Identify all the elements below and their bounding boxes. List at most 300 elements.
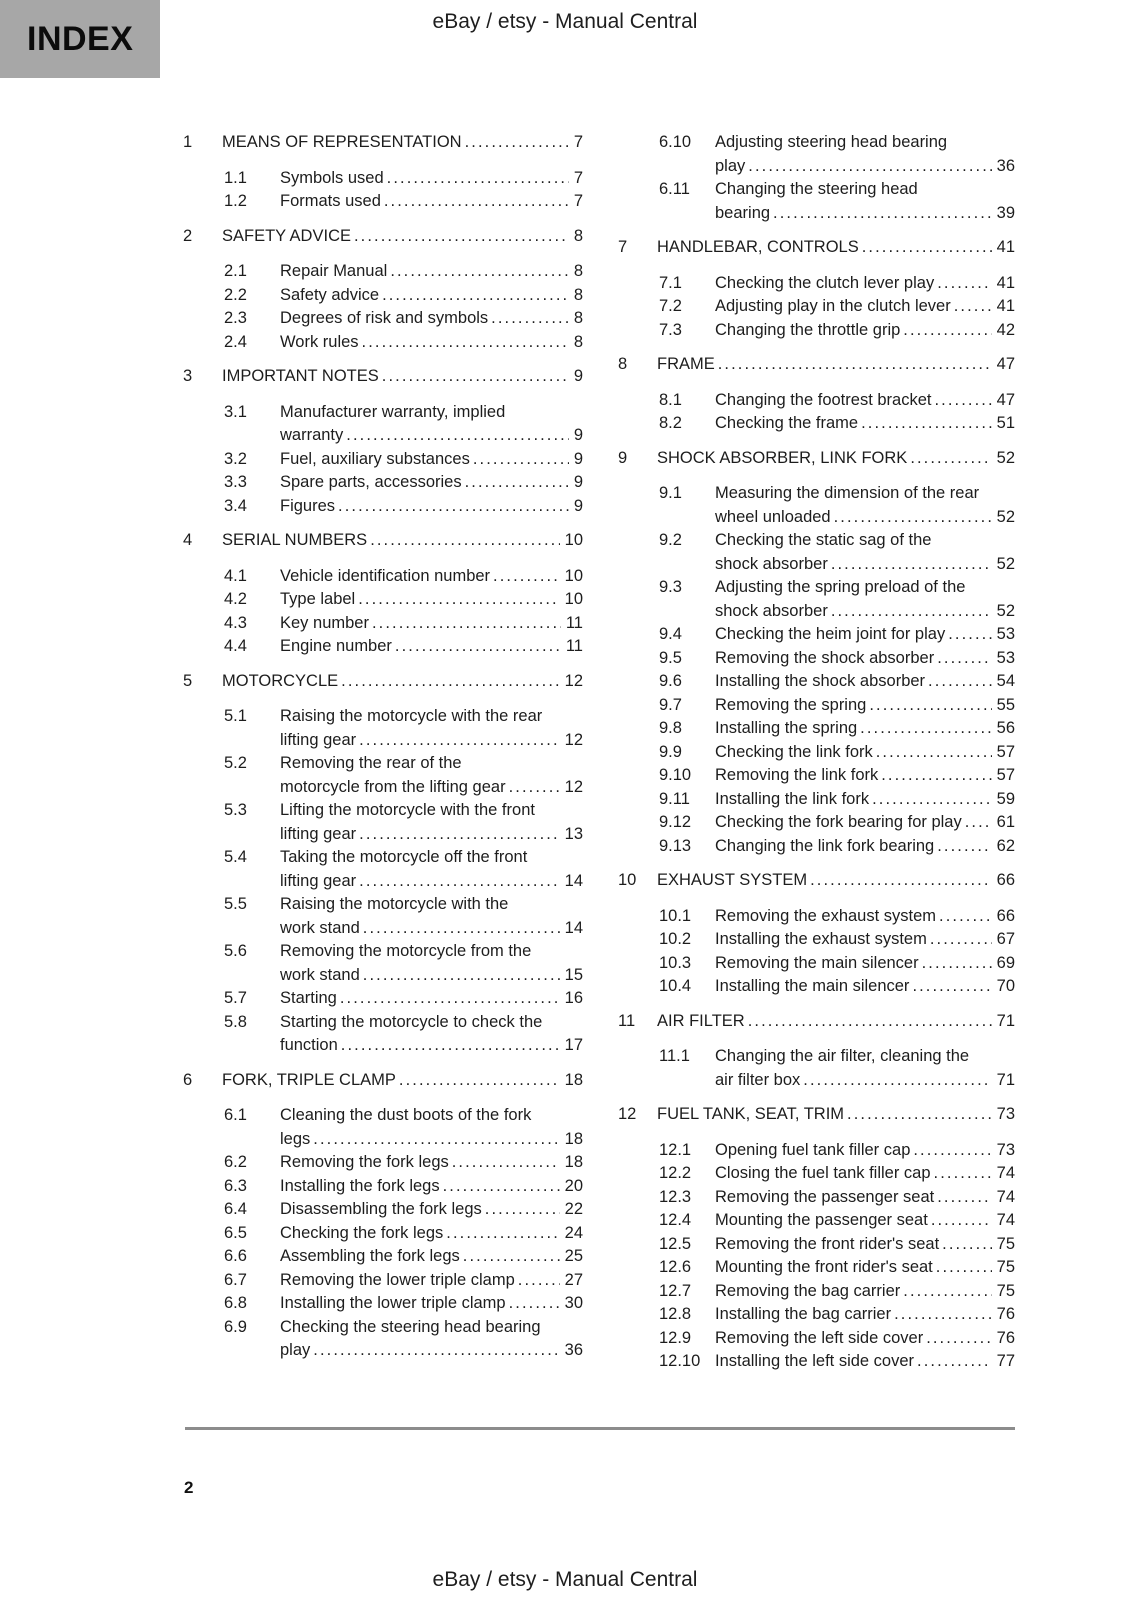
entry-text <box>280 565 583 589</box>
entry-title: Opening fuel tank filler cap <box>715 1140 911 1159</box>
section-page-ref: 7 <box>573 133 583 151</box>
entry-line: Checking the static sag of the <box>715 531 932 549</box>
entry-text <box>715 905 1015 929</box>
entry-title: work stand <box>280 965 360 984</box>
entry-page-ref: 10 <box>564 566 583 585</box>
entry-line <box>715 1327 1015 1351</box>
dot-leader <box>910 447 991 471</box>
toc-entry <box>618 764 1015 788</box>
toc-entry <box>618 717 1015 741</box>
dot-leader <box>446 1222 559 1246</box>
entry-title: Checking the clutch lever play <box>715 273 935 292</box>
entry-line <box>715 647 1015 671</box>
section-title: HANDLEBAR, CONTROLS <box>657 238 859 256</box>
entry-text <box>715 482 1015 529</box>
entry-title: motorcycle from the lifting gear <box>280 777 506 796</box>
entry-number: 6.11 <box>659 180 690 198</box>
section-page-ref: 47 <box>996 355 1015 373</box>
entry-number: 6.10 <box>659 133 692 151</box>
entry-title: Removing the spring <box>715 695 867 714</box>
entry-line <box>280 964 583 988</box>
entry-number: 4.2 <box>224 590 247 608</box>
entry-text <box>715 1280 1015 1304</box>
dot-leader <box>937 1186 991 1210</box>
entry-number: 9.3 <box>659 578 682 596</box>
entry-title: lifting gear <box>280 871 357 890</box>
dot-leader <box>718 353 992 377</box>
entry-number: 9.12 <box>659 813 692 831</box>
entry-page-ref: 27 <box>564 1270 583 1289</box>
entry-line <box>715 1162 1015 1186</box>
entry-line <box>715 553 1015 577</box>
section-title: FORK, TRIPLE CLAMP <box>222 1070 396 1089</box>
entry-page-ref: 22 <box>564 1200 583 1218</box>
entry-page-ref: 77 <box>996 1352 1015 1370</box>
entry-title: Checking the fork legs <box>280 1223 444 1242</box>
entry-title: Figures <box>280 496 336 515</box>
entry-page-ref: 30 <box>564 1294 583 1312</box>
toc-section-heading <box>618 869 1015 893</box>
toc-entry <box>183 495 583 519</box>
dot-leader <box>382 284 569 308</box>
entry-title: Removing the front rider's seat <box>715 1234 940 1253</box>
dot-leader <box>387 167 569 191</box>
entry-line <box>715 1209 1015 1233</box>
toc-entry <box>183 307 583 331</box>
entry-line <box>715 202 1015 226</box>
entry-number: 12.10 <box>659 1352 701 1370</box>
toc-entry <box>618 835 1015 859</box>
entry-text <box>715 295 1015 319</box>
dot-leader <box>382 365 569 389</box>
toc-entry <box>183 331 583 355</box>
entry-line <box>280 167 583 191</box>
entry-title: shock absorber <box>715 601 828 620</box>
entry-line <box>280 1151 583 1175</box>
entry-text <box>715 1186 1015 1210</box>
entry-line <box>280 424 583 448</box>
section-page-ref: 41 <box>996 238 1015 256</box>
entry-page-ref: 69 <box>996 953 1015 972</box>
entry-line <box>715 717 1015 741</box>
entry-line <box>715 1303 1015 1327</box>
entry-title: Repair Manual <box>280 262 388 280</box>
dot-leader <box>869 694 991 718</box>
entry-line <box>715 1139 1015 1163</box>
dot-leader <box>399 1069 560 1093</box>
entry-page-ref: 55 <box>996 695 1015 714</box>
entry-number: 12.9 <box>659 1328 692 1347</box>
entry-number: 3.2 <box>224 449 247 468</box>
entry-text <box>280 401 583 448</box>
entry-page-ref: 36 <box>564 1341 583 1359</box>
entry-number: 12.4 <box>659 1211 692 1229</box>
entry-title: Checking the fork bearing for play <box>715 813 962 831</box>
entry-number: 10.4 <box>659 977 692 995</box>
toc-section-heading <box>183 1069 583 1093</box>
entry-line <box>715 811 1015 835</box>
section-number: 7 <box>618 238 628 256</box>
entry-line <box>715 1256 1015 1280</box>
section-number: 8 <box>618 355 628 373</box>
dot-leader <box>748 1010 992 1034</box>
section-number: 1 <box>183 133 193 151</box>
entry-page-ref: 76 <box>996 1328 1015 1347</box>
toc-entry <box>183 752 583 799</box>
entry-text <box>280 190 583 214</box>
toc-entry <box>183 1245 583 1269</box>
entry-page-ref: 9 <box>573 449 583 468</box>
section-number: 6 <box>183 1070 193 1089</box>
toc-entry <box>618 623 1015 647</box>
entry-page-ref: 8 <box>573 285 583 304</box>
toc-entry <box>183 893 583 940</box>
entry-text <box>715 670 1015 694</box>
dot-leader <box>463 1245 560 1269</box>
toc-entry <box>618 1139 1015 1163</box>
entry-page-ref: 71 <box>996 1070 1015 1089</box>
dot-leader <box>338 495 569 519</box>
entry-page-ref: 20 <box>564 1176 583 1195</box>
entry-line: Changing the air filter, cleaning the <box>715 1047 970 1065</box>
section-page-ref: 66 <box>996 871 1015 889</box>
entry-page-ref: 7 <box>573 192 583 210</box>
toc-entry <box>183 1222 583 1246</box>
toc-entry <box>618 1233 1015 1257</box>
entry-text <box>715 717 1015 741</box>
dot-leader <box>346 424 569 448</box>
dot-leader <box>359 823 560 847</box>
entry-line <box>715 1280 1015 1304</box>
entry-line <box>715 389 1015 413</box>
entry-number: 12.8 <box>659 1305 692 1323</box>
section-page-ref: 71 <box>996 1011 1015 1030</box>
entry-page-ref: 25 <box>564 1247 583 1265</box>
entry-page-ref: 15 <box>564 965 583 984</box>
entry-line: Changing the steering head <box>715 180 918 198</box>
section-title: SERIAL NUMBERS <box>222 531 368 549</box>
dot-leader <box>313 1339 559 1363</box>
toc-entry <box>618 788 1015 812</box>
entry-title: Installing the shock absorber <box>715 672 926 690</box>
toc-entry <box>618 389 1015 413</box>
entry-page-ref: 47 <box>996 390 1015 409</box>
entry-title: Disassembling the fork legs <box>280 1200 482 1218</box>
entry-title: Checking the heim joint for play <box>715 625 946 643</box>
entry-title: Installing the fork legs <box>280 1176 440 1195</box>
section-number: 12 <box>618 1105 637 1123</box>
entry-page-ref: 70 <box>996 977 1015 995</box>
dot-leader <box>894 1303 992 1327</box>
toc-entry <box>618 1256 1015 1280</box>
section-title: MOTORCYCLE <box>222 671 339 690</box>
entry-number: 6.8 <box>224 1294 247 1312</box>
entry-number: 7.1 <box>659 273 682 292</box>
entry-line <box>715 788 1015 812</box>
entry-text <box>715 389 1015 413</box>
dot-leader <box>917 1350 992 1374</box>
dot-leader <box>831 553 992 577</box>
entry-text <box>280 1245 583 1269</box>
entry-page-ref: 39 <box>996 203 1015 222</box>
entry-number: 5.3 <box>224 801 247 819</box>
entry-line <box>715 1186 1015 1210</box>
dot-leader <box>926 1327 991 1351</box>
entry-text <box>280 940 583 987</box>
entry-page-ref: 12 <box>564 777 583 796</box>
dot-leader <box>937 647 991 671</box>
entry-number: 12.6 <box>659 1258 692 1276</box>
entry-title: Spare parts, accessories <box>280 473 462 491</box>
entry-text <box>715 647 1015 671</box>
section-title: SAFETY ADVICE <box>222 226 351 245</box>
dot-leader <box>443 1175 560 1199</box>
entry-number: 7.2 <box>659 297 682 315</box>
entry-title: legs <box>280 1129 311 1148</box>
entry-text <box>715 576 1015 623</box>
entry-text <box>715 1327 1015 1351</box>
section-page-ref: 9 <box>573 367 583 385</box>
toc-entry <box>618 412 1015 436</box>
footer-divider <box>185 1427 1015 1430</box>
entry-page-ref: 74 <box>996 1164 1015 1182</box>
entry-line <box>715 1233 1015 1257</box>
entry-number: 12.7 <box>659 1281 692 1300</box>
entry-text <box>280 471 583 495</box>
entry-line <box>280 987 583 1011</box>
entry-page-ref: 24 <box>564 1223 583 1242</box>
entry-text <box>280 799 583 846</box>
entry-page-ref: 62 <box>996 836 1015 855</box>
entry-number: 6.9 <box>224 1317 247 1336</box>
toc-entry <box>183 635 583 659</box>
toc-entry <box>618 928 1015 952</box>
entry-text <box>715 741 1015 765</box>
entry-page-ref: 17 <box>564 1036 583 1054</box>
toc-section-heading <box>618 1103 1015 1127</box>
entry-line <box>715 1350 1015 1374</box>
toc-section-heading <box>183 670 583 694</box>
entry-text <box>280 167 583 191</box>
entry-page-ref: 57 <box>996 742 1015 761</box>
dot-leader <box>860 717 991 741</box>
entry-number: 9.9 <box>659 742 682 761</box>
entry-line <box>715 295 1015 319</box>
toc-entry <box>618 295 1015 319</box>
entry-text <box>280 1104 583 1151</box>
entry-number: 5.5 <box>224 895 247 913</box>
toc-entry <box>183 1316 583 1363</box>
toc-entry <box>183 565 583 589</box>
dot-leader <box>913 1139 991 1163</box>
entry-line: Starting the motorcycle to check the <box>280 1012 543 1031</box>
entry-text <box>280 752 583 799</box>
dot-leader <box>876 741 992 765</box>
entry-line <box>715 835 1015 859</box>
entry-number: 1.2 <box>224 192 247 210</box>
entry-text <box>715 764 1015 788</box>
entry-page-ref: 41 <box>996 273 1015 292</box>
entry-line: Adjusting steering head bearing <box>715 133 948 151</box>
section-page-ref: 8 <box>573 226 583 245</box>
entry-line: Removing the rear of the <box>280 754 462 772</box>
toc-entry <box>618 1280 1015 1304</box>
dot-leader <box>363 917 560 941</box>
toc-entry <box>618 741 1015 765</box>
entry-title: Removing the shock absorber <box>715 648 935 667</box>
entry-number: 2.4 <box>224 332 247 351</box>
section-number: 9 <box>618 448 628 467</box>
entry-page-ref: 67 <box>996 930 1015 948</box>
entry-number: 6.1 <box>224 1106 247 1124</box>
toc-entry <box>183 448 583 472</box>
entry-title: Formats used <box>280 192 381 210</box>
toc-entry <box>183 1175 583 1199</box>
dot-leader <box>934 389 991 413</box>
entry-text <box>280 331 583 355</box>
entry-text <box>280 705 583 752</box>
toc-entry <box>183 1011 583 1058</box>
entry-number: 7.3 <box>659 320 682 339</box>
dot-leader <box>465 131 569 155</box>
entry-page-ref: 11 <box>565 637 583 655</box>
entry-line: Taking the motorcycle off the front <box>280 848 528 866</box>
section-number: 4 <box>183 531 193 549</box>
toc-entry <box>183 1292 583 1316</box>
toc-entry <box>618 694 1015 718</box>
entry-line <box>715 764 1015 788</box>
entry-page-ref: 76 <box>996 1305 1015 1323</box>
entry-page-ref: 9 <box>573 496 583 515</box>
entry-number: 6.3 <box>224 1176 247 1195</box>
entry-text <box>715 1233 1015 1257</box>
entry-text <box>715 131 1015 178</box>
toc-section-heading <box>618 447 1015 471</box>
toc-entry <box>618 529 1015 576</box>
entry-title: Installing the spring <box>715 719 858 737</box>
entry-title: Installing the left side cover <box>715 1352 915 1370</box>
entry-title: warranty <box>280 426 344 444</box>
entry-title: play <box>715 156 746 175</box>
entry-line <box>280 448 583 472</box>
entry-line <box>280 471 583 495</box>
entry-title: Checking the link fork <box>715 742 873 761</box>
entry-number: 6.4 <box>224 1200 247 1218</box>
entry-line <box>715 952 1015 976</box>
entry-line <box>280 1175 583 1199</box>
entry-title: shock absorber <box>715 554 828 573</box>
entry-line <box>715 155 1015 179</box>
dot-leader <box>922 952 992 976</box>
toc-entry <box>183 705 583 752</box>
entry-page-ref: 52 <box>996 554 1015 573</box>
entry-number: 5.7 <box>224 989 247 1007</box>
entry-line <box>715 600 1015 624</box>
dot-leader <box>518 1269 560 1293</box>
entry-number: 9.5 <box>659 648 682 667</box>
dot-leader <box>861 412 992 436</box>
entry-line: Cleaning the dust boots of the fork <box>280 1106 532 1124</box>
dot-leader <box>934 1162 992 1186</box>
dot-leader <box>872 788 992 812</box>
section-page-ref: 18 <box>564 1070 583 1089</box>
entry-title: Removing the main silencer <box>715 953 919 972</box>
dot-leader <box>912 975 991 999</box>
dot-leader <box>341 1034 560 1058</box>
dot-leader <box>362 331 569 355</box>
dot-leader <box>390 260 569 284</box>
entry-title: Safety advice <box>280 285 380 304</box>
entry-number: 2.1 <box>224 262 247 280</box>
entry-page-ref: 53 <box>996 648 1015 667</box>
entry-number: 9.7 <box>659 695 682 714</box>
entry-title: Key number <box>280 613 369 632</box>
entry-page-ref: 42 <box>996 320 1015 339</box>
dot-leader <box>363 964 560 988</box>
entry-title: Symbols used <box>280 168 384 187</box>
toc-entry <box>183 799 583 846</box>
toc-section-heading <box>183 131 583 155</box>
entry-line <box>280 776 583 800</box>
entry-line <box>280 331 583 355</box>
entry-line <box>280 1269 583 1293</box>
entry-page-ref: 75 <box>996 1281 1015 1300</box>
toc-entry <box>183 260 583 284</box>
entry-number: 9.10 <box>659 766 692 784</box>
entry-text <box>715 1350 1015 1374</box>
entry-title: Installing the exhaust system <box>715 930 927 948</box>
entry-number: 8.2 <box>659 414 682 432</box>
entry-page-ref: 18 <box>564 1129 583 1148</box>
toc-entry <box>183 588 583 612</box>
toc-entry <box>618 647 1015 671</box>
dot-leader <box>930 928 992 952</box>
entry-line <box>715 319 1015 343</box>
entry-title: Installing the lower triple clamp <box>280 1294 506 1312</box>
toc-entry <box>183 1198 583 1222</box>
toc-entry <box>183 940 583 987</box>
entry-page-ref: 66 <box>996 906 1015 925</box>
entry-page-ref: 53 <box>996 625 1015 643</box>
dot-leader <box>372 612 561 636</box>
toc-entry <box>183 846 583 893</box>
entry-text <box>280 1011 583 1058</box>
entry-text <box>715 952 1015 976</box>
section-number: 10 <box>618 871 637 889</box>
entry-title: lifting gear <box>280 824 357 843</box>
section-page-ref: 10 <box>564 531 583 549</box>
dot-leader <box>862 236 992 260</box>
entry-title: Removing the left side cover <box>715 1328 924 1347</box>
entry-text <box>715 788 1015 812</box>
entry-number: 11.1 <box>659 1047 690 1065</box>
dot-leader <box>493 565 560 589</box>
entry-line: Raising the motorcycle with the <box>280 895 509 913</box>
entry-title: air filter box <box>715 1070 801 1089</box>
entry-title: Changing the footrest bracket <box>715 390 932 409</box>
entry-text <box>715 694 1015 718</box>
section-number: 5 <box>183 671 193 690</box>
entry-title: Vehicle identification number <box>280 566 491 585</box>
section-title: FUEL TANK, SEAT, TRIM <box>657 1105 845 1123</box>
entry-title: Installing the bag carrier <box>715 1305 892 1323</box>
entry-text <box>280 893 583 940</box>
entry-line: Removing the motorcycle from the <box>280 942 532 960</box>
entry-title: lifting gear <box>280 730 357 749</box>
entry-text <box>715 623 1015 647</box>
entry-text <box>715 1209 1015 1233</box>
section-number: 11 <box>618 1011 636 1030</box>
